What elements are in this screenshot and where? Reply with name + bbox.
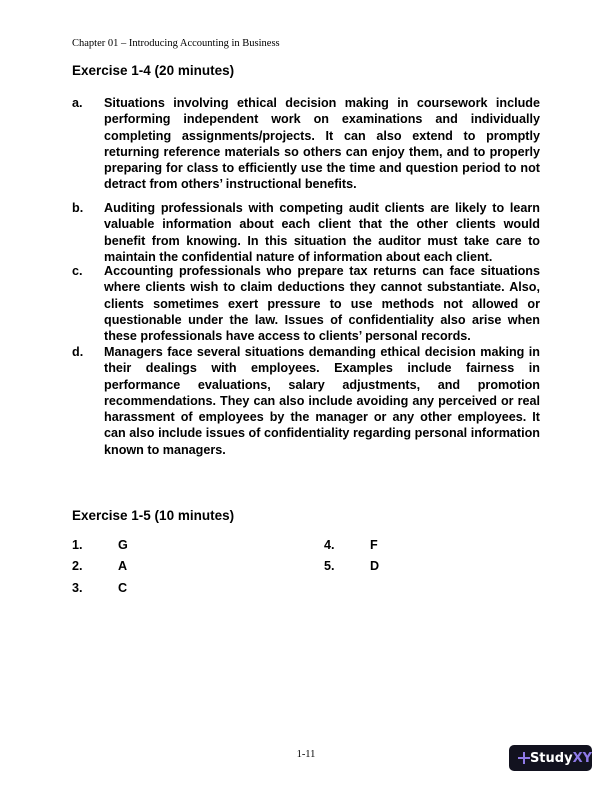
page-number: 1-11 xyxy=(296,749,316,760)
item-label: c. xyxy=(72,264,83,278)
answer-number: 2. xyxy=(72,559,83,573)
item-label: b. xyxy=(72,201,84,215)
logo-text: StudyXY xyxy=(529,750,592,766)
item-text: Managers face several situations demanding ethical decision making in their dealings with employees. Examples include fairness in performance evaluations, salary adjustments, and promotion recommendations. They can also include avoiding any perceived or real harassment of employees by the manager or any other employees. It can also include issues of confidentiality regarding personal information known to managers. xyxy=(104,345,540,457)
answer-number: 5. xyxy=(324,559,335,573)
list-item-c xyxy=(72,263,540,344)
plus-icon xyxy=(518,752,524,764)
item-label: a. xyxy=(72,96,83,110)
answer-value: D xyxy=(370,559,380,573)
running-header: Chapter 01 – Introducing Accounting in Business xyxy=(72,38,280,49)
list-item-a xyxy=(72,95,540,193)
list-item-d xyxy=(72,344,540,458)
item-text: Accounting professionals who prepare tax returns can face situations where clients wish to claim deductions they cannot substantiate. Also, clients sometimes exert pressure to use methods not allowed or questionable under the law. Issues of confidentiality also arise when these professionals have access to clients’ personal records. xyxy=(104,264,540,344)
answer-value: G xyxy=(118,538,128,552)
exercise-1-5-title: Exercise 1-5 (10 minutes) xyxy=(72,508,235,523)
list-item-b xyxy=(72,200,540,265)
answer-value: F xyxy=(370,538,378,552)
answer-number: 1. xyxy=(72,538,83,552)
answer-number: 4. xyxy=(324,538,335,552)
item-label: d. xyxy=(72,345,84,359)
item-text: Situations involving ethical decision making in coursework include performing independent work on examinations and individually completing assignments/projects. It can also extend to promptly returning reference materials so others can enjoy them, and to properly preparing for class to efficiently use the time and question period to not detract from others’ instructional benefits. xyxy=(104,96,540,192)
answer-value: A xyxy=(118,559,128,573)
exercise-1-4-title: Exercise 1-4 (20 minutes) xyxy=(72,63,235,78)
answer-value: C xyxy=(118,581,128,595)
answer-number: 3. xyxy=(72,581,83,595)
item-text: Auditing professionals with competing audit clients are likely to learn valuable information about each client that the other clients would benefit from knowing. In this situation the auditor must take care to maintain the confidential nature of information about each client. xyxy=(104,201,540,264)
studyxy-logo xyxy=(509,745,592,771)
